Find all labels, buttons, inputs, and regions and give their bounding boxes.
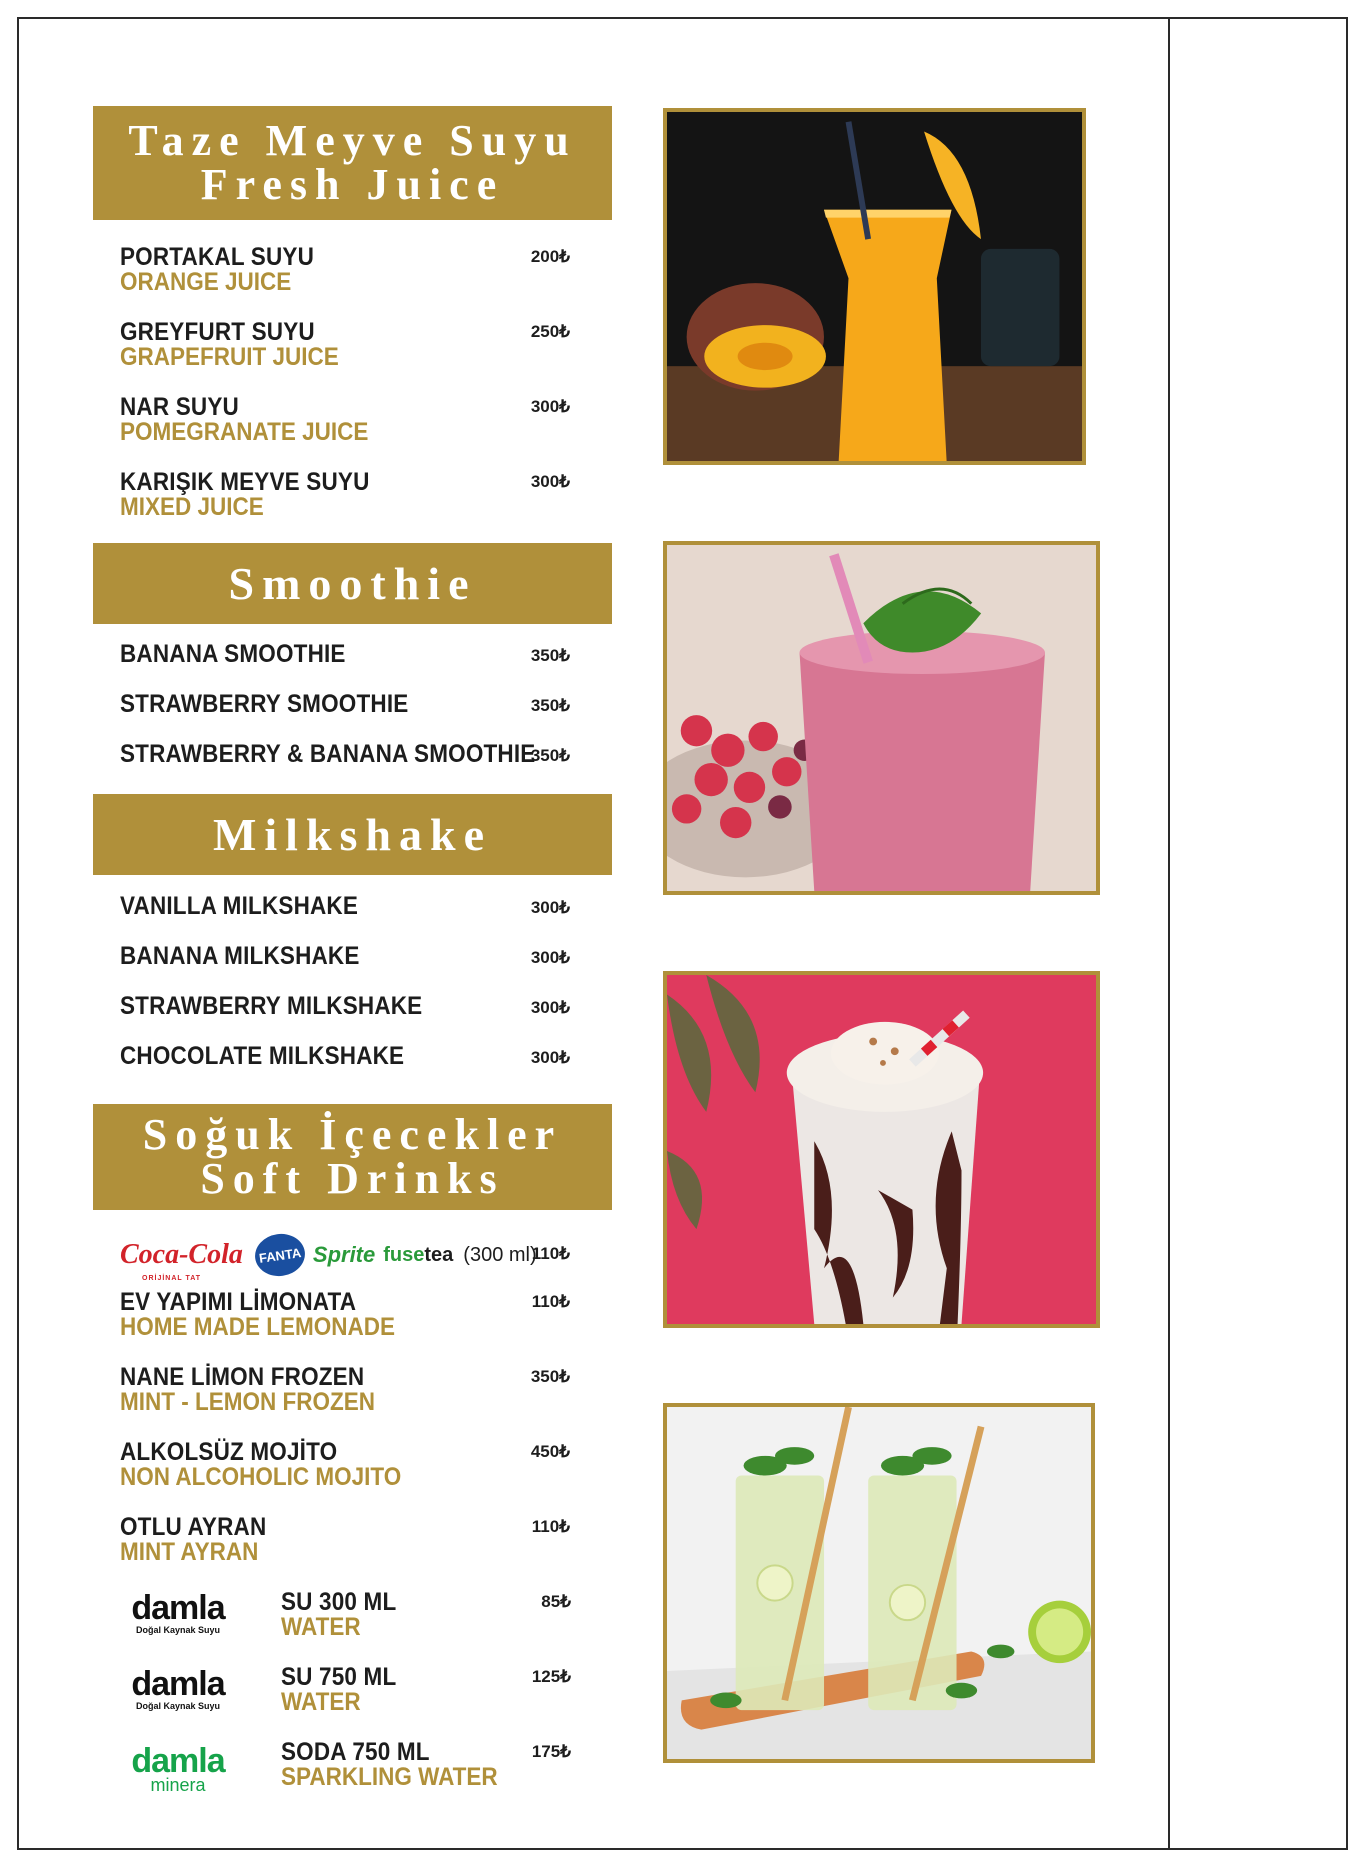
item-name-en: MINT - LEMON FROZEN (120, 1388, 375, 1416)
volume-label: (300 ml) (463, 1243, 537, 1266)
item-name-en: WATER (281, 1613, 361, 1641)
menu-item (120, 1515, 580, 1565)
section-title-en: Soft Drinks (200, 1154, 505, 1203)
fusetea-fuse: fuse (383, 1243, 425, 1266)
menu-item (120, 1290, 580, 1340)
damla-minera-logo (118, 1742, 238, 1795)
mojito-illustration (667, 1407, 1091, 1759)
coca-cola-tagline: ORİJİNAL TAT (142, 1275, 202, 1282)
item-price: 110₺ (531, 1292, 570, 1311)
menu-item (120, 470, 580, 520)
item-price: 300₺ (530, 397, 570, 416)
smoothie-photo (663, 541, 1100, 895)
item-name-tr: KARIŞIK MEYVE SUYU (120, 468, 370, 496)
menu-item (120, 320, 580, 370)
menu-item (120, 944, 580, 969)
milkshake-illustration (667, 975, 1096, 1324)
item-name-tr: PORTAKAL SUYU (120, 243, 315, 271)
menu-item (120, 1044, 580, 1069)
damla-wordmark: damla (131, 1589, 225, 1627)
item-name: CHOCOLATE MILKSHAKE (120, 1042, 405, 1070)
item-price: 300₺ (530, 898, 570, 917)
item-price: 125₺ (531, 1667, 571, 1686)
item-price: 300₺ (530, 948, 570, 967)
damla-tagline: Doğal Kaynak Suyu (135, 1625, 221, 1635)
item-name-en: WATER (281, 1688, 361, 1716)
item-name-tr: EV YAPIMI LİMONATA (120, 1288, 357, 1316)
item-name-tr: SU 300 ML (281, 1588, 397, 1616)
section-title-tr: Taze Meyve Suyu (128, 116, 577, 165)
item-name: STRAWBERRY & BANANA SMOOTHIE (120, 740, 536, 768)
item-name-tr: OTLU AYRAN (120, 1513, 267, 1541)
item-price: 350₺ (530, 646, 570, 665)
menu-item (281, 1590, 581, 1640)
mojito-photo (663, 1403, 1095, 1763)
item-name-en: GRAPEFRUIT JUICE (120, 343, 339, 371)
menu-item (120, 692, 580, 717)
item-name-tr: NAR SUYU (120, 393, 239, 421)
orange-juice-photo (663, 108, 1086, 465)
menu-item (120, 395, 580, 445)
section-banner-smoothie (93, 543, 612, 624)
coca-cola-wordmark: Coca-Cola (120, 1239, 243, 1270)
fusetea-tea: tea (424, 1243, 454, 1266)
item-price: 350₺ (530, 696, 570, 715)
menu-item (120, 742, 580, 767)
item-price: 175₺ (531, 1742, 571, 1761)
sprite-logo: Sprite (312, 1242, 376, 1267)
item-price: 350₺ (530, 746, 570, 765)
item-name-en: MINT AYRAN (120, 1538, 259, 1566)
menu-item (120, 1365, 580, 1415)
item-name-en: SPARKLING WATER (281, 1763, 498, 1791)
damla-tagline: Doğal Kaynak Suyu (135, 1701, 221, 1711)
smoothie-illustration (667, 545, 1096, 891)
section-title-tr: Soğuk İçecekler (142, 1110, 563, 1159)
section-banner-juice (93, 106, 612, 220)
item-name-tr: ALKOLSÜZ MOJİTO (120, 1438, 338, 1466)
damla-minera-sub: minera (150, 1775, 206, 1795)
section-title-en: Fresh Juice (200, 160, 505, 209)
section-banner-milkshake (93, 794, 612, 875)
menu-item (120, 245, 580, 295)
menu-item (281, 1665, 581, 1715)
damla-logo (118, 1665, 238, 1712)
item-price: 110₺ (531, 1244, 570, 1263)
item-price: 200₺ (530, 247, 570, 266)
item-price: 110₺ (531, 1517, 570, 1536)
item-price: 300₺ (530, 1048, 570, 1067)
section-title: Milkshake (212, 808, 493, 860)
orange-juice-illustration (667, 112, 1082, 461)
milkshake-photo (663, 971, 1100, 1328)
item-name: BANANA SMOOTHIE (120, 640, 346, 668)
item-name: STRAWBERRY SMOOTHIE (120, 690, 409, 718)
item-name-en: HOME MADE LEMONADE (120, 1313, 396, 1341)
item-name-en: ORANGE JUICE (120, 268, 292, 296)
item-name-en: NON ALCOHOLIC MOJITO (120, 1463, 402, 1491)
section-banner-soft-drinks (93, 1104, 612, 1210)
item-name-en: POMEGRANATE JUICE (120, 418, 369, 446)
item-price: 300₺ (530, 998, 570, 1017)
menu-item (281, 1740, 581, 1790)
menu-item (120, 1440, 580, 1490)
item-price: 450₺ (530, 1442, 570, 1461)
item-price: 85₺ (541, 1592, 571, 1611)
item-name-tr: SU 750 ML (281, 1663, 397, 1691)
item-name: BANANA MILKSHAKE (120, 942, 360, 970)
fanta-logo: FANTA (252, 1231, 307, 1280)
menu-item (120, 994, 580, 1019)
fusetea-logo (383, 1244, 453, 1267)
item-name-tr: SODA 750 ML (281, 1738, 430, 1766)
item-name-en: MIXED JUICE (120, 493, 264, 521)
item-price: 350₺ (530, 1367, 570, 1386)
section-title: Smoothie (228, 557, 477, 609)
page-divider-line (1168, 17, 1170, 1850)
damla-wordmark: damla (131, 1742, 225, 1780)
menu-item (120, 894, 580, 919)
item-name-tr: NANE LİMON FROZEN (120, 1363, 365, 1391)
item-name: VANILLA MILKSHAKE (120, 892, 359, 920)
item-price: 250₺ (530, 322, 570, 341)
soft-drink-brands-row (120, 1232, 580, 1282)
item-price: 300₺ (530, 472, 570, 491)
damla-logo (118, 1589, 238, 1636)
item-name-tr: GREYFURT SUYU (120, 318, 315, 346)
item-name: STRAWBERRY MILKSHAKE (120, 992, 423, 1020)
menu-item (120, 642, 580, 667)
coca-cola-logo (120, 1239, 243, 1282)
damla-wordmark: damla (131, 1665, 225, 1703)
